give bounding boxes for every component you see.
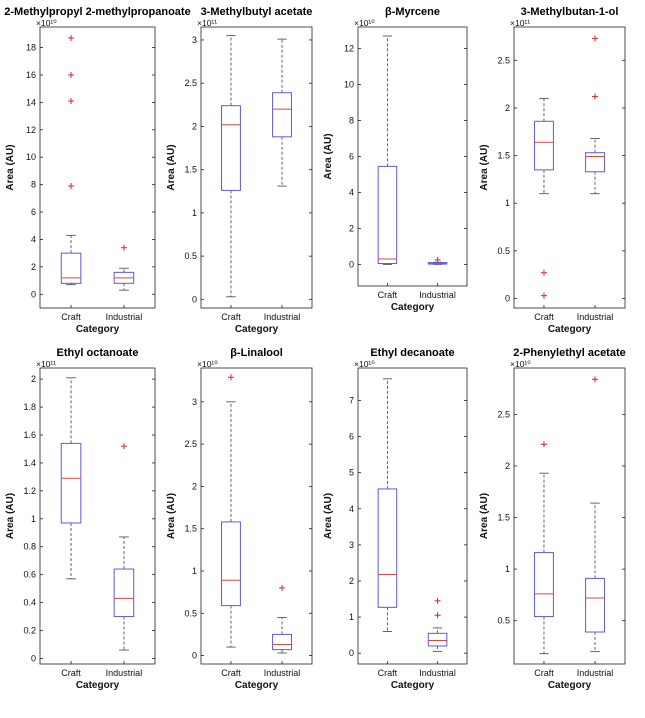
y-tick-label: 1.6 xyxy=(23,430,36,441)
plot-frame xyxy=(514,368,625,664)
box-industrial xyxy=(114,443,134,650)
iqr-box xyxy=(61,253,81,283)
box-craft xyxy=(61,35,81,285)
y-tick-label: 0.2 xyxy=(23,625,36,636)
y-tick-label: 1.2 xyxy=(23,485,36,496)
y-exponent-label: ×10¹¹ xyxy=(510,18,531,28)
x-tick-label: Industrial xyxy=(105,668,143,678)
plot-frame xyxy=(358,27,467,286)
x-axis-label: Category xyxy=(75,324,120,335)
y-tick-label: 1 xyxy=(191,207,197,218)
y-tick-label: 1.5 xyxy=(184,523,197,534)
y-exponent-label: ×10¹⁰ xyxy=(510,359,531,369)
y-tick-label: 2 xyxy=(191,121,197,132)
plot-frame xyxy=(514,27,625,308)
y-tick-label: 2 xyxy=(504,102,510,113)
y-tick-label: 0 xyxy=(348,648,354,659)
box-craft xyxy=(535,98,554,298)
y-tick-label: 0.5 xyxy=(184,608,197,619)
outlier-marker xyxy=(592,35,598,41)
plot-frame xyxy=(201,27,312,308)
outlier-marker xyxy=(68,183,74,189)
y-tick-label: 0.5 xyxy=(184,251,197,262)
y-tick-label: 5 xyxy=(348,467,354,478)
y-tick-label: 1 xyxy=(191,565,197,576)
y-tick-label: 0.5 xyxy=(497,245,510,256)
y-tick-label: 3 xyxy=(348,539,354,550)
chart-panel-5 xyxy=(5,347,155,691)
outlier-marker xyxy=(68,35,74,41)
x-axis-label: Category xyxy=(390,302,435,313)
chart-panel-3 xyxy=(323,6,467,313)
y-tick-label: 4 xyxy=(348,503,354,514)
y-tick-label: 0.5 xyxy=(497,615,510,626)
chart-panel-4 xyxy=(479,6,625,335)
y-tick-label: 18 xyxy=(25,42,36,53)
iqr-box xyxy=(428,633,447,646)
iqr-box xyxy=(378,489,397,607)
x-tick-label: Craft xyxy=(534,668,554,678)
y-tick-label: 1.4 xyxy=(23,457,36,468)
plot-frame xyxy=(358,368,467,664)
box-craft xyxy=(378,379,397,632)
chart-title: β-Linalool xyxy=(230,347,283,359)
x-tick-label: Craft xyxy=(61,668,81,678)
y-exponent-label: ×10¹⁰ xyxy=(197,359,218,369)
x-tick-label: Industrial xyxy=(263,312,301,322)
chart-panel-2 xyxy=(166,6,312,335)
y-tick-label: 0 xyxy=(191,650,197,661)
chart-title: 3-Methylbutyl acetate xyxy=(200,6,313,18)
y-tick-label: 3 xyxy=(191,396,197,407)
chart-panel-1 xyxy=(4,6,190,335)
iqr-box xyxy=(273,634,292,649)
iqr-box xyxy=(222,106,241,191)
y-tick-label: 0 xyxy=(30,289,36,300)
y-tick-label: 2.5 xyxy=(184,78,197,89)
iqr-box xyxy=(378,166,397,263)
box-industrial xyxy=(114,245,134,290)
y-tick-label: 1.5 xyxy=(497,150,510,161)
outlier-marker xyxy=(541,441,547,447)
y-tick-label: 16 xyxy=(25,69,36,80)
chart-panel-7 xyxy=(323,347,467,691)
chart-title: β-Myrcene xyxy=(384,6,441,18)
y-tick-label: 4 xyxy=(348,187,354,198)
outlier-marker xyxy=(592,94,598,100)
x-axis-label: Category xyxy=(234,680,279,691)
outlier-marker xyxy=(435,598,441,604)
outlier-marker xyxy=(592,376,598,382)
outlier-marker xyxy=(279,585,285,591)
x-tick-label: Craft xyxy=(377,668,398,678)
chart-title: 2-Phenylethyl acetate xyxy=(513,347,626,359)
x-tick-label: Craft xyxy=(377,290,398,300)
y-tick-label: 7 xyxy=(348,395,354,406)
box-industrial xyxy=(428,257,447,264)
y-tick-label: 0 xyxy=(191,294,197,305)
box-industrial xyxy=(586,35,605,193)
y-axis-label: Area (AU) xyxy=(5,492,16,540)
chart-title: Ethyl decanoate xyxy=(370,347,455,359)
y-tick-label: 2.5 xyxy=(497,409,510,420)
y-axis-label: Area (AU) xyxy=(5,144,16,191)
y-tick-label: 4 xyxy=(30,234,36,245)
plot-frame xyxy=(40,27,155,308)
y-tick-label: 2.5 xyxy=(184,439,197,450)
y-tick-label: 14 xyxy=(25,97,36,108)
y-tick-label: 10 xyxy=(343,79,354,90)
iqr-box xyxy=(535,121,554,170)
outlier-marker xyxy=(541,270,547,276)
y-axis-label: Area (AU) xyxy=(166,492,177,540)
chart-panel-8 xyxy=(479,347,626,691)
y-tick-label: 8 xyxy=(348,115,354,126)
y-exponent-label: ×10¹⁰ xyxy=(354,18,375,28)
x-axis-label: Category xyxy=(547,680,592,691)
box-craft xyxy=(222,374,241,647)
y-tick-label: 8 xyxy=(30,179,36,190)
x-axis-label: Category xyxy=(75,680,120,691)
x-axis-label: Category xyxy=(547,324,592,335)
y-tick-label: 6 xyxy=(348,431,354,442)
x-tick-label: Industrial xyxy=(263,668,301,678)
outlier-marker xyxy=(121,245,127,251)
y-tick-label: 0.6 xyxy=(23,569,36,580)
x-tick-label: Craft xyxy=(221,312,241,322)
y-tick-label: 0.4 xyxy=(23,597,36,608)
outlier-marker xyxy=(541,293,547,299)
y-tick-label: 6 xyxy=(30,207,36,218)
plot-frame xyxy=(40,368,155,664)
x-tick-label: Craft xyxy=(61,312,81,322)
iqr-box xyxy=(222,522,241,606)
y-tick-label: 3 xyxy=(191,34,197,45)
iqr-box xyxy=(535,553,554,617)
y-tick-label: 6 xyxy=(348,151,354,162)
y-tick-label: 12 xyxy=(25,124,36,135)
outlier-marker xyxy=(68,72,74,78)
iqr-box xyxy=(273,93,292,137)
chart-panel-6 xyxy=(166,347,312,691)
y-axis-label: Area (AU) xyxy=(323,492,334,540)
y-tick-label: 0 xyxy=(348,259,354,270)
iqr-box xyxy=(114,569,134,616)
iqr-box xyxy=(586,578,605,632)
y-tick-label: 0 xyxy=(30,653,36,664)
x-axis-label: Category xyxy=(390,680,435,691)
y-exponent-label: ×10¹⁰ xyxy=(36,18,57,28)
iqr-box xyxy=(586,153,605,172)
y-tick-label: 1 xyxy=(30,513,36,524)
outlier-marker xyxy=(435,612,441,618)
box-industrial xyxy=(273,39,292,186)
y-tick-label: 0 xyxy=(504,293,510,304)
box-industrial xyxy=(586,376,605,651)
box-craft xyxy=(378,36,397,264)
y-axis-label: Area (AU) xyxy=(479,492,490,540)
chart-title: Ethyl octanoate xyxy=(56,347,139,359)
y-tick-label: 2 xyxy=(504,460,510,471)
y-tick-label: 2 xyxy=(191,481,197,492)
iqr-box xyxy=(61,443,81,523)
y-tick-label: 1.8 xyxy=(23,402,36,413)
y-tick-label: 2 xyxy=(348,223,354,234)
y-tick-label: 2 xyxy=(30,374,36,385)
box-craft xyxy=(535,441,554,653)
x-tick-label: Industrial xyxy=(576,668,614,678)
y-tick-label: 2.5 xyxy=(497,55,510,66)
y-tick-label: 1 xyxy=(348,612,354,623)
y-tick-label: 0.8 xyxy=(23,541,36,552)
outlier-marker xyxy=(228,374,234,380)
x-axis-label: Category xyxy=(234,324,279,335)
chart-title: 2-Methylpropyl 2-methylpropanoate xyxy=(4,6,191,18)
x-tick-label: Industrial xyxy=(419,668,456,678)
y-axis-label: Area (AU) xyxy=(323,133,334,180)
box-craft xyxy=(222,36,241,297)
box-industrial xyxy=(273,585,292,653)
y-tick-label: 2 xyxy=(348,575,354,586)
y-tick-label: 1.5 xyxy=(184,164,197,175)
x-tick-label: Industrial xyxy=(105,312,143,322)
y-tick-label: 1 xyxy=(504,198,510,209)
y-exponent-label: ×10¹⁰ xyxy=(354,359,375,369)
y-tick-label: 10 xyxy=(25,152,36,163)
y-exponent-label: ×10¹¹ xyxy=(197,18,218,28)
y-axis-label: Area (AU) xyxy=(166,144,177,191)
y-tick-label: 1 xyxy=(504,564,510,575)
y-tick-label: 12 xyxy=(343,43,354,54)
x-tick-label: Craft xyxy=(534,312,554,322)
y-axis-label: Area (AU) xyxy=(479,144,490,191)
y-tick-label: 2 xyxy=(30,261,36,272)
box-industrial xyxy=(428,598,447,652)
plot-frame xyxy=(201,368,312,664)
y-tick-label: 1.5 xyxy=(497,512,510,523)
x-tick-label: Craft xyxy=(221,668,241,678)
outlier-marker xyxy=(121,443,127,449)
x-tick-label: Industrial xyxy=(576,312,614,322)
chart-title: 3-Methylbutan-1-ol xyxy=(520,6,619,18)
x-tick-label: Industrial xyxy=(419,290,456,300)
y-exponent-label: ×10¹¹ xyxy=(36,359,57,369)
outlier-marker xyxy=(68,98,74,104)
box-craft xyxy=(61,378,81,579)
